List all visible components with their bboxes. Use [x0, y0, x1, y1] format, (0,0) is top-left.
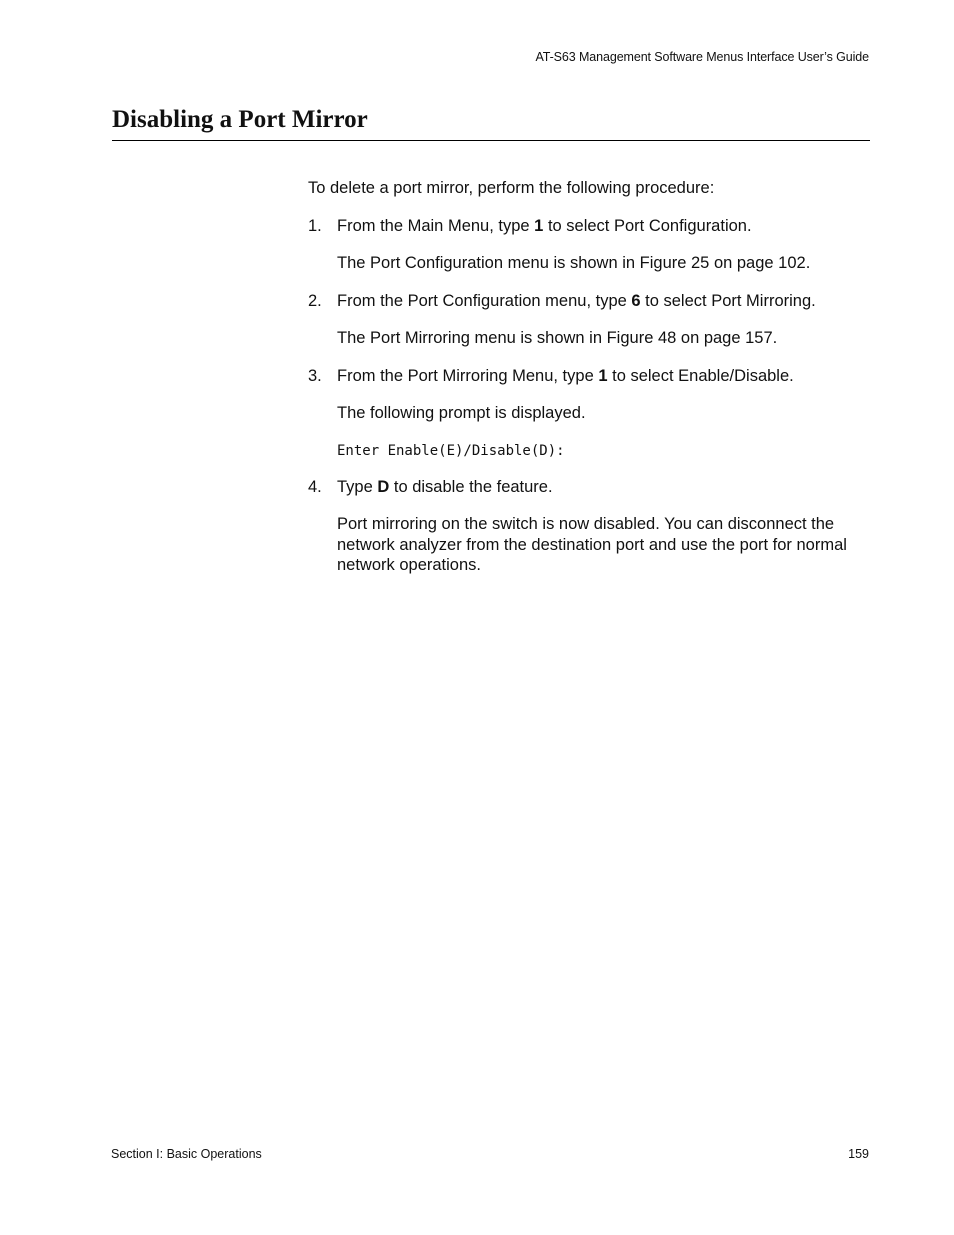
footer-page-number: 159: [848, 1147, 869, 1161]
intro-paragraph: To delete a port mirror, perform the following procedure:: [308, 179, 715, 197]
step-number: 3.: [308, 366, 322, 385]
step-text-pre: From the Port Mirroring Menu, type: [337, 366, 599, 385]
step-2-note: The Port Mirroring menu is shown in Figure 48 on page 157.: [337, 329, 778, 347]
step-text-post: to select Port Configuration.: [543, 216, 752, 235]
running-header: AT-S63 Management Software Menus Interface User’s Guide: [535, 50, 869, 64]
step-key: 6: [631, 291, 641, 310]
step-3-note: The following prompt is displayed.: [337, 404, 586, 422]
title-rule: [112, 140, 870, 141]
step-key: 1: [534, 216, 544, 235]
step-3: [308, 366, 873, 387]
body-text: [308, 178, 873, 593]
step-text-pre: From the Port Configuration menu, type: [337, 291, 632, 310]
step-text: [337, 477, 873, 498]
section-title: Disabling a Port Mirror: [112, 106, 368, 133]
step-1-note: The Port Configuration menu is shown in Figure 25 on page 102.: [337, 254, 811, 272]
step-text-pre: From the Main Menu, type: [337, 216, 535, 235]
step-1: [308, 216, 873, 237]
prompt-code: Enter Enable(E)/Disable(D):: [337, 442, 565, 459]
step-2: [308, 291, 873, 312]
step-4-note: Port mirroring on the switch is now disabled. You can disconnect the network analyzer from the destination port and use the port for normal network operations.: [337, 515, 847, 574]
step-text-post: to disable the feature.: [389, 477, 553, 496]
step-text-post: to select Port Mirroring.: [640, 291, 816, 310]
step-text: [337, 216, 873, 237]
step-key: 1: [598, 366, 608, 385]
step-text-post: to select Enable/Disable.: [607, 366, 794, 385]
step-text: [337, 291, 873, 312]
step-4: [308, 477, 873, 498]
step-number: 1.: [308, 216, 322, 235]
step-number: 4.: [308, 477, 322, 496]
footer-section-label: Section I: Basic Operations: [111, 1147, 262, 1161]
step-key: D: [377, 477, 390, 496]
step-number: 2.: [308, 291, 322, 310]
step-text: [337, 366, 873, 387]
step-text-pre: Type: [337, 477, 378, 496]
